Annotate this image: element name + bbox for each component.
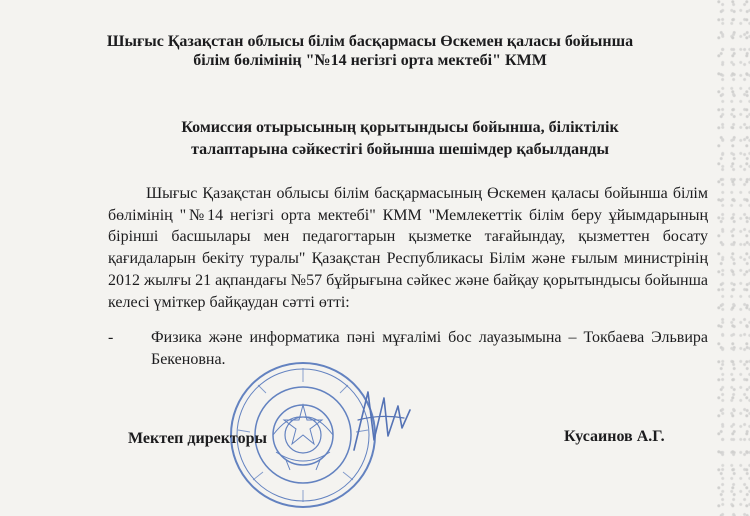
- header-line-2: білім бөлімінің "№14 негізгі орта мектебі" КММ: [193, 52, 547, 69]
- candidate-list: [108, 327, 708, 370]
- director-position-label: Мектеп директоры: [128, 430, 267, 447]
- list-bullet: -: [108, 329, 114, 346]
- scan-edge-noise: [716, 0, 750, 516]
- list-item: [108, 327, 708, 370]
- director-name: Кусаинов А.Г.: [564, 428, 665, 445]
- handwritten-signature-icon: [344, 380, 414, 460]
- subtitle-line-1: Комиссия отырысының қорытындысы бойынша, біліктілік: [181, 119, 619, 136]
- list-item-text: Физика және информатика пәні мұғалімі бос лауазымына – Токбаева Эльвира Бекеновна.: [151, 329, 708, 368]
- body-paragraph: Шығыс Қазақстан облысы білім басқармасының Өскемен қаласы бойынша білім бөлімінің "№14 негізгі орта мектебі" КММ "Мемлекеттік білім беру ұйымдарының бірінші басшылары мен педагогтарын қызметке тағайындау, қызметтен босату қағидаларын бекіту туралы" Қазақстан Республикасы Білім және ғылым министрінің 2012 жылғы 21 ақпандағы №57 бұйрығына сәйкес және байқау қорытындысы бойынша келесі үміткер байқаудан сәтті өтті:: [108, 185, 708, 311]
- header-line-1: Шығыс Қазақстан облысы білім басқармасы Өскемен қаласы бойынша: [106, 33, 634, 50]
- subtitle-line-2: талаптарына сәйкестігі бойынша шешімдер қабылданды: [191, 141, 609, 158]
- document-header: [40, 32, 700, 70]
- document-subtitle: [120, 117, 680, 161]
